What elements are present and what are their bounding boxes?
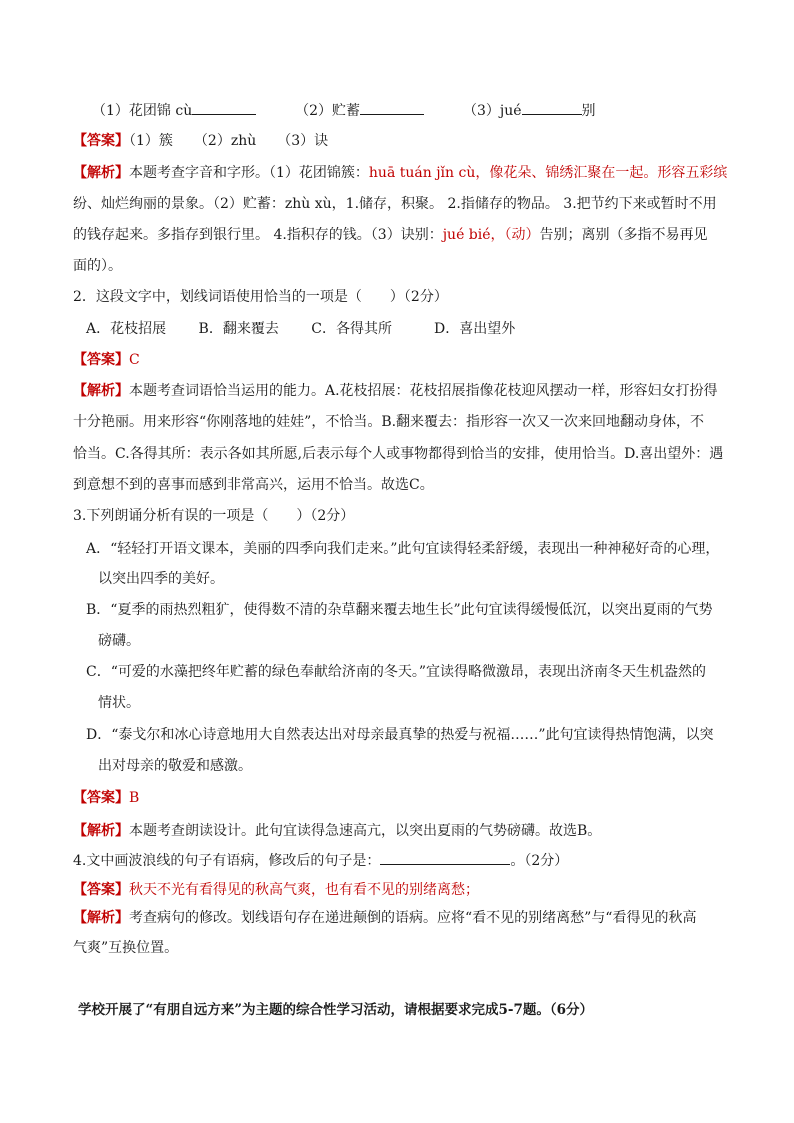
q2-analysis-line-1 <box>73 381 718 401</box>
q1-blank-3 <box>522 100 582 115</box>
q4-stem <box>73 850 568 871</box>
q3-analysis <box>73 821 601 841</box>
q3-option-c-line-2: 情状。 <box>98 695 140 711</box>
q3-option-a-line-2: 以突出四季的美好。 <box>98 571 224 587</box>
q4-analysis-l1: 考查病句的修改。划线语句存在递进颠倒的语病。应将“看不见的别绪离愁”与“看得见的秋高 <box>129 910 697 926</box>
q2-analysis-l1: 本题考查词语恰当运用的能力。A.花枝招展：花枝招展指像花枝迎风摆动一样，形容妇女打扮得 <box>129 383 718 399</box>
q4-answer-text: 秋天不光有看得见的秋高气爽，也有看不见的别绪离愁； <box>129 882 479 898</box>
section-intro: 学校开展了“有朋自远方来”为主题的综合性学习活动，请根据要求完成5-7题。（6分） <box>78 1002 594 1018</box>
q4-blank <box>380 850 510 865</box>
q4-analysis-line-1 <box>73 908 696 928</box>
q2-answer <box>73 350 140 370</box>
analysis-tag: 【解析】 <box>73 383 129 399</box>
q1-analysis-line-2: 纷、灿烂绚丽的景象。（2）贮蓄：zhù xù，1.储存，积聚。 2.指储存的物品。 3.把节约下来或暂时不用 <box>73 196 717 212</box>
q1-analysis-line-4: 面的）。 <box>73 258 122 274</box>
q1-item-1: （1）花团锦 cù <box>92 103 193 119</box>
q1-analysis-lead: 本题考查字音和字形。（1）花团锦簇： <box>129 165 369 181</box>
q3-answer-text: B <box>129 790 140 806</box>
q1-blank-2 <box>360 100 424 115</box>
q1-answer-text: （1）簇 （2）zhù （3）诀 <box>129 133 329 149</box>
answer-tag: 【答案】 <box>73 790 129 806</box>
q3-option-b-line-2: 磅礴。 <box>98 633 140 649</box>
q1-analysis-l3b: 告别；离别（多指不易再见 <box>539 227 708 243</box>
q3-option-d-line-2: 出对母亲的敬爱和感激。 <box>98 758 252 774</box>
answer-tag: 【答案】 <box>73 133 129 149</box>
answer-tag: 【答案】 <box>73 882 129 898</box>
q3-option-a-line-1: A．“轻轻打开语文课本，美丽的四季向我们走来。”此句宜读得轻柔舒缓，表现出一种神秘好奇的心理， <box>86 541 720 557</box>
q3-option-d-line-1: D．“泰戈尔和冰心诗意地用大自然表达出对母亲最真挚的热爱与祝福……”此句宜读得热情饱满，以突 <box>86 727 714 743</box>
analysis-tag: 【解析】 <box>73 165 129 181</box>
q1-analysis-line-1 <box>73 163 727 183</box>
q3-stem: 3.下列朗诵分析有误的一项是（ ）（2分） <box>73 508 355 524</box>
q3-option-b-line-1: B．“夏季的雨热烈粗犷，使得数不清的杂草翻来覆去地生长”此句宜读得缓慢低沉，以突出夏雨的气势 <box>86 602 713 618</box>
q1-analysis-red: huā tuán jǐn cù，像花朵、锦绣汇聚在一起。形容五彩缤 <box>368 165 728 181</box>
q1-item-3: （3）jué <box>462 103 522 119</box>
q1-blank-1 <box>192 100 256 115</box>
q4-analysis-line-2: 气爽”互换位置。 <box>73 940 179 956</box>
q4-stem-b: 。（2分） <box>510 853 569 869</box>
q3-analysis-text: 本题考查朗读设计。此句宜读得急速高亢，以突出夏雨的气势磅礴。故选B。 <box>129 823 602 839</box>
q1-analysis-l3a: 的钱存起来。多指存到银行里。 4.指积存的钱。（3）诀别： <box>73 227 443 243</box>
q1-item-3-suffix: 别 <box>581 103 596 119</box>
analysis-tag: 【解析】 <box>73 823 129 839</box>
q1-answer <box>73 131 328 151</box>
q2-analysis-line-2: 十分艳丽。用来形容“你刚落地的娃娃”，不恰当。B.翻来覆去：指形容一次又一次来回地翻动身体，不 <box>73 414 705 430</box>
analysis-tag: 【解析】 <box>73 910 129 926</box>
q3-option-c-line-1: C．“可爱的水藻把终年贮蓄的绿色奉献给济南的冬天。”宜读得略微激昂，表现出济南冬天生机盎然的 <box>86 664 707 680</box>
q3-answer <box>73 788 139 808</box>
q1-analysis-l3red: jué bié，（动） <box>442 227 540 243</box>
q1-fill-line <box>92 100 596 121</box>
q2-analysis-line-4: 到意想不到的喜事而感到非常高兴，运用不恰当。故选C。 <box>73 477 434 493</box>
q2-analysis-line-3: 恰当。C.各得其所：表示各如其所愿,后表示每个人或事物都得到恰当的安排，使用恰当。D.喜出望外：遇 <box>73 446 724 462</box>
q2-stem: 2．这段文字中，划线词语使用恰当的一项是（ ）（2分） <box>73 289 448 305</box>
q2-answer-text: C <box>129 352 140 368</box>
q2-options: A．花枝招展 B．翻来覆去 C．各得其所 D．喜出望外 <box>86 321 516 337</box>
q1-analysis-line-3 <box>73 225 708 245</box>
q4-stem-a: 4.文中画波浪线的句子有语病，修改后的句子是： <box>73 853 381 869</box>
q1-item-2: （2）贮蓄 <box>295 103 361 119</box>
q4-answer <box>73 880 479 900</box>
answer-tag: 【答案】 <box>73 352 129 368</box>
